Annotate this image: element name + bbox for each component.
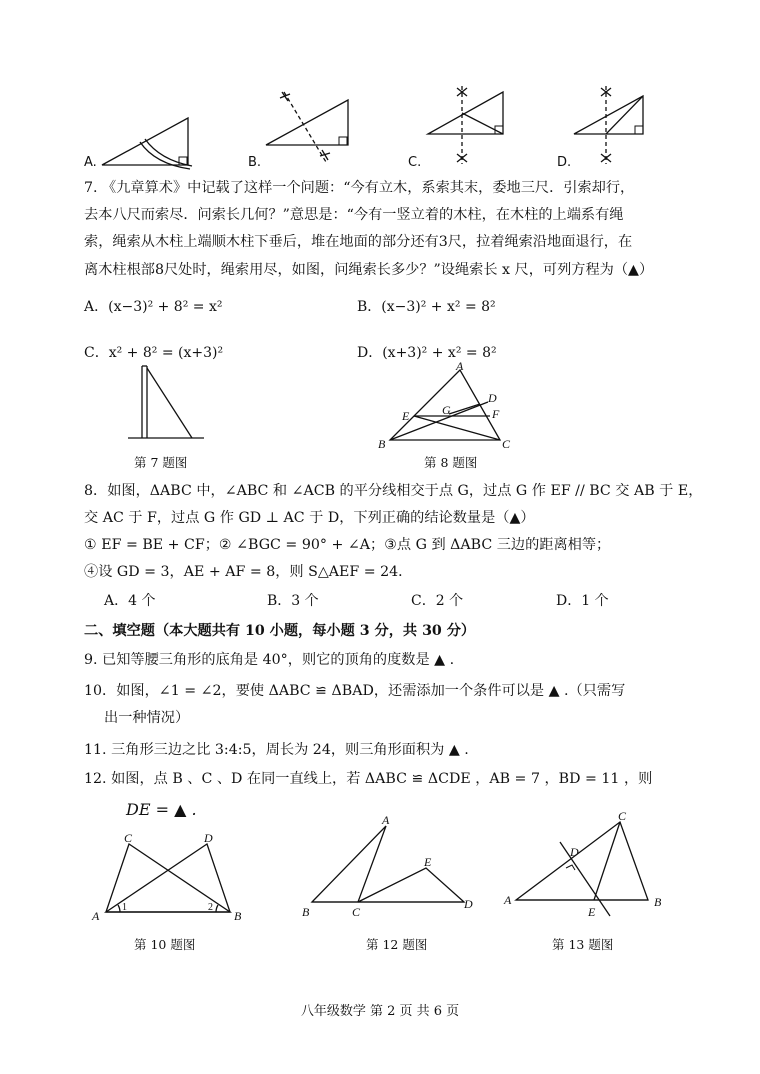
fig13-label-e: E xyxy=(588,905,596,919)
q6-figure-b xyxy=(262,86,362,166)
section-2-heading: 二、填空题（本大题共有 10 小题，每小题 3 分，共 30 分） xyxy=(84,623,476,639)
fig8-label-d: D xyxy=(488,391,497,405)
q10-line-2: 出一种情况） xyxy=(104,710,190,726)
fig10-label-a: A xyxy=(92,909,100,923)
fig12-caption: 第 12 题图 xyxy=(366,937,428,952)
q8-line-2: 交 AC 于 F，过点 G 作 GD ⊥ AC 于 D，下列正确的结论数量是（▲） xyxy=(84,510,535,526)
q12-line-2: DE = ▲ . xyxy=(126,800,197,819)
q8-line-4: ④设 GD = 3，AE + AF = 8，则 S△AEF = 24． xyxy=(84,564,413,580)
fig10-label-b: B xyxy=(234,909,242,923)
fig8-label-g: G xyxy=(442,403,451,417)
q6-figure-c xyxy=(424,84,524,166)
fig7-caption: 第 7 题图 xyxy=(134,455,188,470)
fig10-caption: 第 10 题图 xyxy=(134,937,196,952)
fig12-label-d: D xyxy=(464,897,473,911)
fig8-label-b: B xyxy=(378,437,386,451)
q7-option-d[interactable]: D．(x+3)² + x² = 8² xyxy=(357,345,497,361)
q12-line-1: 12. 如图，点 B 、C 、D 在同一直线上，若 ΔABC ≌ ΔCDE ，AB = 7 ，BD = 11 ，则 xyxy=(84,771,653,787)
fig8-label-e: E xyxy=(402,409,410,423)
q6-figure-d xyxy=(570,84,670,166)
q6-option-a-label[interactable]: A. xyxy=(84,155,97,170)
fig8-diagram xyxy=(376,359,516,454)
fig8-label-a: A xyxy=(456,359,464,373)
q8-line-1: 8．如图，ΔABC 中，∠ABC 和 ∠ACB 的平分线相交于点 G，过点 G 作 EF // BC 交 AB 于 E， xyxy=(84,483,703,499)
fig12-label-b: B xyxy=(302,905,310,919)
fig13-caption: 第 13 题图 xyxy=(552,937,614,952)
fig13-diagram xyxy=(502,808,682,920)
question-9: 9. 已知等腰三角形的底角是 40°，则它的顶角的度数是 ▲ . xyxy=(84,652,455,668)
q7-line-1: 7. 《九章算术》中记载了这样一个问题：“今有立木，系索其末，委地三尺．引索却行， xyxy=(84,180,635,196)
fig7-diagram xyxy=(128,364,208,444)
q6-option-c-label[interactable]: C. xyxy=(408,155,422,170)
q6-option-d-label[interactable]: D. xyxy=(557,155,572,170)
fig8-label-f: F xyxy=(492,407,500,421)
q7-line-2: 去本八尺而索尽．问索长几何？”意思是：“今有一竖立着的木柱，在木柱的上端系有绳 xyxy=(84,207,624,223)
fig10-label-2: 2 xyxy=(208,902,213,913)
fig10-label-1: 1 xyxy=(122,902,127,913)
fig12-label-c: C xyxy=(352,905,361,919)
page-footer: 八年级数学 第 2 页 共 6 页 xyxy=(300,1004,460,1019)
q10-line-1: 10．如图，∠1 = ∠2，要使 ΔABC ≌ ΔBAD，还需添加一个条件可以是 ▲ .（只需写 xyxy=(84,683,626,699)
q6-option-b-label[interactable]: B. xyxy=(248,155,262,170)
fig12-label-e: E xyxy=(424,855,432,869)
q8-line-3: ① EF = BE + CF；② ∠BGC = 90° + ∠A；③点 G 到 ΔABC 三边的距离相等； xyxy=(84,537,611,553)
fig13-label-d: D xyxy=(570,845,579,859)
q8-option-b[interactable]: B．3 个 xyxy=(267,593,319,609)
fig10-label-d: D xyxy=(204,831,213,845)
fig13-label-c: C xyxy=(618,809,627,823)
q8-option-a[interactable]: A．4 个 xyxy=(104,593,156,609)
fig8-caption: 第 8 题图 xyxy=(424,455,478,470)
question-11: 11. 三角形三边之比 3:4:5，周长为 24，则三角形面积为 ▲ . xyxy=(84,742,469,758)
q6-figure-a xyxy=(100,112,200,172)
fig12-label-a: A xyxy=(382,813,390,827)
fig10-diagram xyxy=(92,828,252,924)
fig12-diagram xyxy=(300,812,480,922)
fig13-label-b: B xyxy=(654,895,662,909)
fig8-label-c: C xyxy=(502,437,511,451)
fig13-label-a: A xyxy=(504,893,512,907)
q8-option-d[interactable]: D．1 个 xyxy=(556,593,609,609)
fig10-label-c: C xyxy=(124,831,133,845)
q7-option-a[interactable]: A．(x−3)² + 8² = x² xyxy=(84,299,223,315)
q8-option-c[interactable]: C．2 个 xyxy=(411,593,464,609)
q7-option-b[interactable]: B．(x−3)² + x² = 8² xyxy=(357,299,496,315)
q7-line-3: 索，绳索从木柱上端顺木柱下垂后，堆在地面的部分还有3尺，拉着绳索沿地面退行，在 xyxy=(84,234,633,250)
q7-option-c[interactable]: C．x² + 8² = (x+3)² xyxy=(84,345,224,361)
q7-line-4: 离木柱根部8尺处时，绳索用尽，如图，问绳索长多少？”设绳索长 x 尺，可列方程为（▲） xyxy=(84,262,654,278)
